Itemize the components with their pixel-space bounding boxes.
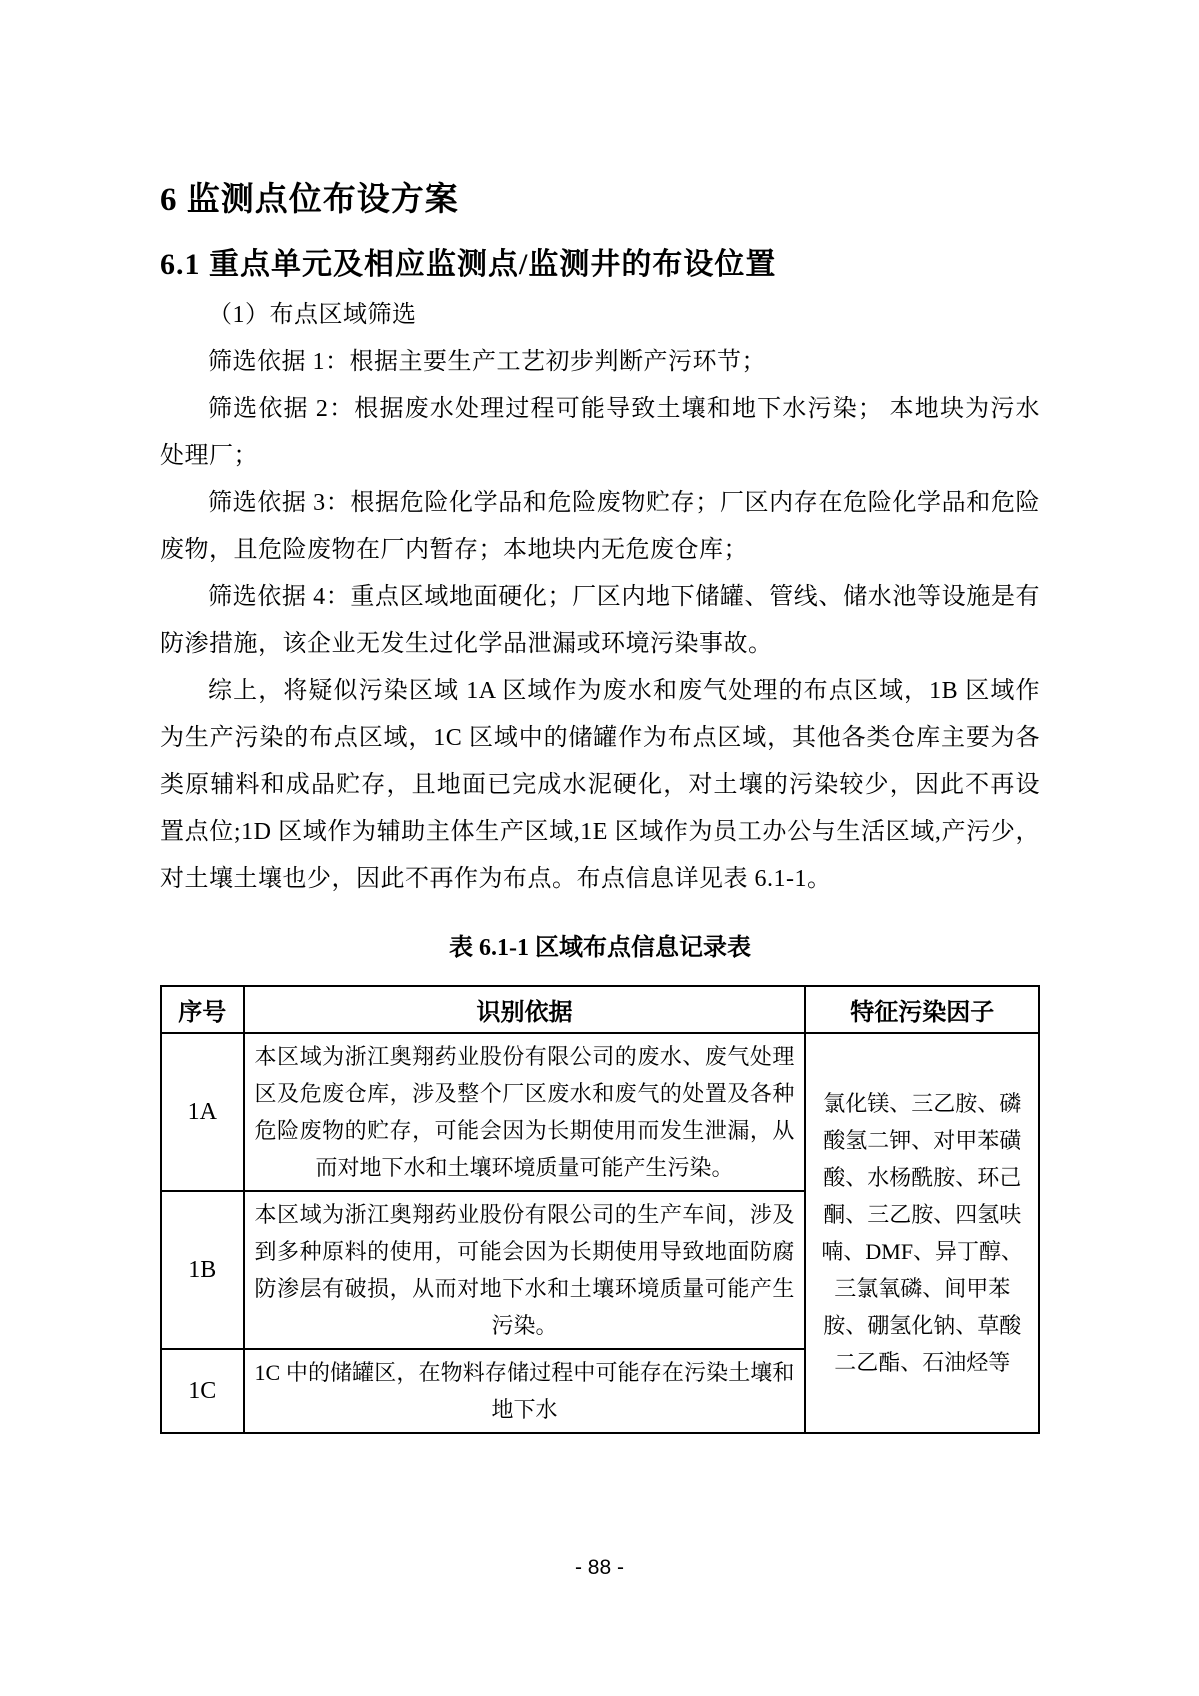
- pollutant-factors-cell: 氯化镁、三乙胺、磷酸氢二钾、对甲苯磺酸、水杨酰胺、环己酮、三乙胺、四氢呋喃、DMF、异丁醇、三氯氧磷、间甲苯胺、硼氢化钠、草酸二乙酯、石油烃等: [805, 1033, 1039, 1433]
- table-row-1a: [161, 1033, 1039, 1191]
- table-caption: 表 6.1-1 区域布点信息记录表: [449, 935, 751, 961]
- paragraph-screening-intro: （1）布点区域筛选: [208, 302, 417, 328]
- chapter-heading: 6 监测点位布设方案: [160, 182, 459, 218]
- region-id-1b: 1B: [161, 1191, 244, 1349]
- paragraph-basis-2: 筛选依据 2：根据废水处理过程可能导致土壤和地下水污染； 本地块为污水处理厂；: [160, 396, 1040, 469]
- section-heading: 6.1 重点单元及相应监测点/监测井的布设位置: [160, 248, 777, 281]
- region-basis-1a: 本区域为浙江奥翔药业股份有限公司的废水、废气处理区及危废仓库，涉及整个厂区废水和废气的处置及各种危险废物的贮存，可能会因为长期使用而发生泄漏，从而对地下水和土壤环境质量可能产生污染。: [244, 1033, 806, 1191]
- region-id-1c: 1C: [161, 1349, 244, 1433]
- page-content: [160, 0, 1040, 1434]
- paragraph-basis-4: 筛选依据 4：重点区域地面硬化；厂区内地下储罐、管线、储水池等设施是有防渗措施，该企业无发生过化学品泄漏或环境污染事故。: [160, 584, 1040, 657]
- paragraph-summary: 综上，将疑似污染区域 1A 区域作为废水和废气处理的布点区域，1B 区域作为生产污染的布点区域，1C 区域中的储罐作为布点区域，其他各类仓库主要为各类原辅料和成品贮存，且地面已完成水泥硬化，对土壤的污染较少，因此不再设置点位;1D 区域作为辅助主体生产区域,1E 区域作为员工办公与生活区域,产污少，对土壤土壤也少，因此不再作为布点。布点信息详见表 6.1-1。: [160, 678, 1040, 892]
- region-basis-1b: 本区域为浙江奥翔药业股份有限公司的生产车间，涉及到多种原料的使用，可能会因为长期使用导致地面防腐防渗层有破损，从而对地下水和土壤环境质量可能产生污染。: [244, 1191, 806, 1349]
- header-characteristic-pollutants: 特征污染因子: [805, 986, 1039, 1033]
- paragraph-basis-1: 筛选依据 1：根据主要生产工艺初步判断产污环节；: [208, 349, 766, 375]
- table-header-row: [161, 986, 1039, 1033]
- body-paragraphs: [160, 292, 1040, 903]
- region-basis-1c: 1C 中的储罐区，在物料存储过程中可能存在污染土壤和地下水: [244, 1349, 806, 1433]
- header-serial-number: 序号: [161, 986, 244, 1033]
- page-footer: [0, 1556, 1199, 1580]
- paragraph-basis-3: 筛选依据 3：根据危险化学品和危险废物贮存；厂区内存在危险化学品和危险废物，且危险废物在厂内暂存；本地块内无危废仓库；: [160, 490, 1040, 563]
- region-info-table: [160, 985, 1040, 1434]
- region-id-1a: 1A: [161, 1033, 244, 1191]
- page-number: - 88 -: [574, 1556, 624, 1579]
- header-identification-basis: 识别依据: [244, 986, 806, 1033]
